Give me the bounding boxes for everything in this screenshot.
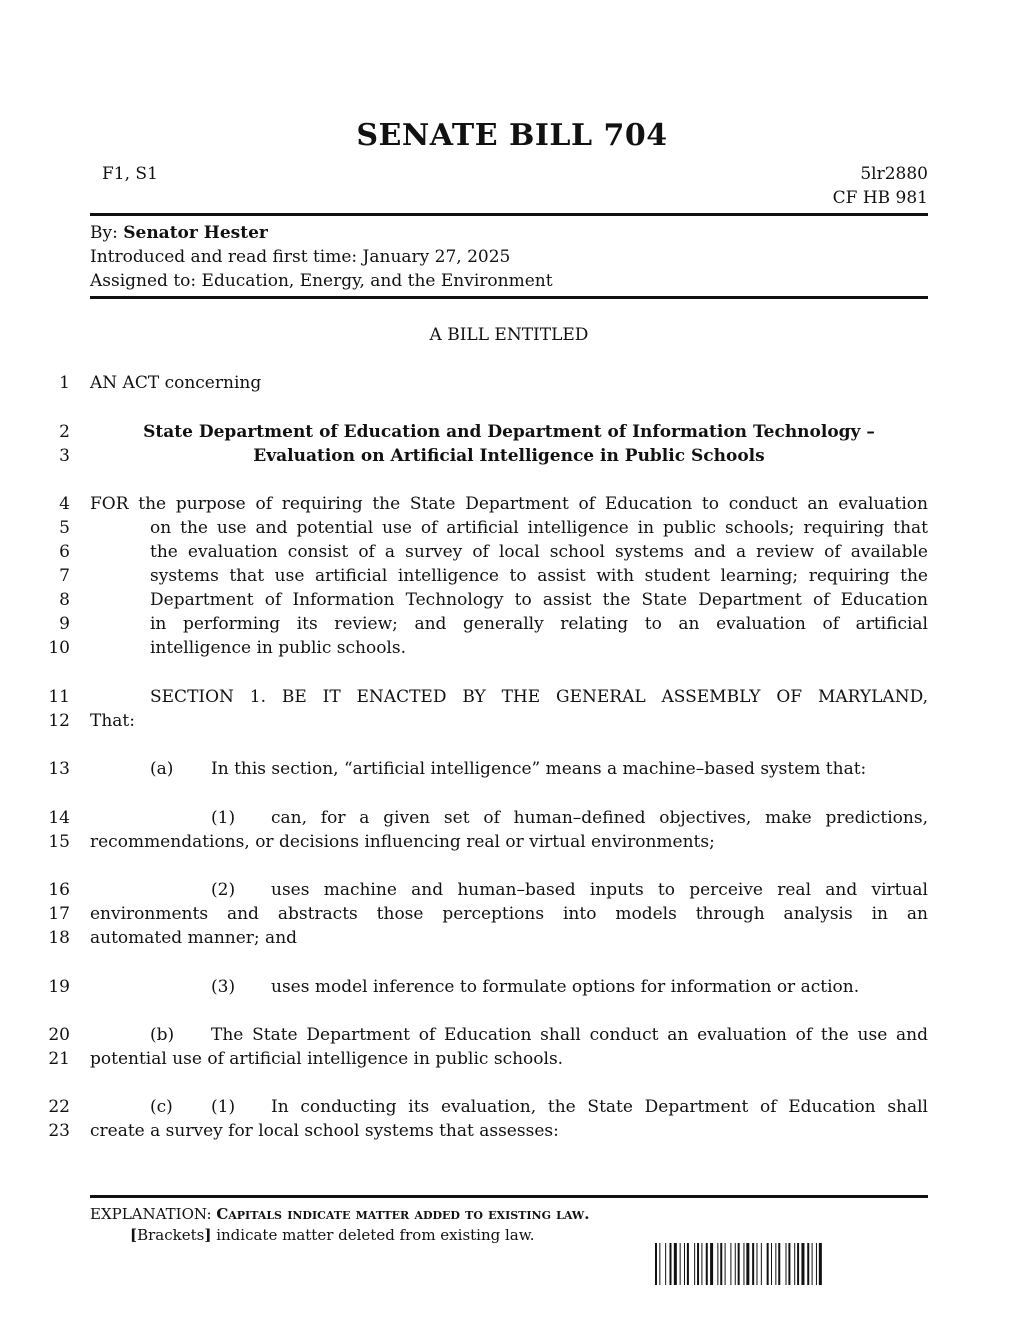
barcode-bar bbox=[735, 1243, 736, 1285]
barcode-bar bbox=[752, 1243, 754, 1285]
subject-codes: F1, S1 bbox=[102, 164, 158, 184]
item-a2-label: (2) bbox=[211, 880, 236, 900]
barcode-bar bbox=[767, 1243, 769, 1285]
bracket-close: ] bbox=[204, 1226, 212, 1244]
barcode-bar bbox=[697, 1243, 699, 1285]
barcode-bar bbox=[788, 1243, 790, 1285]
header-rule bbox=[90, 213, 928, 216]
purpose-line: on the use and potential use of artificial intelligence in public schools; requiring that bbox=[150, 518, 928, 538]
barcode-bar bbox=[778, 1243, 780, 1285]
line-number: 13 bbox=[48, 759, 70, 779]
barcode-bar bbox=[670, 1243, 672, 1285]
subsection-a-text: In this section, “artificial intelligence” means a machine–based system that: bbox=[211, 759, 867, 779]
barcode-bar bbox=[684, 1243, 685, 1285]
barcode-bar bbox=[674, 1243, 677, 1285]
barcode-bar bbox=[730, 1243, 731, 1285]
item-c1-text: In conducting its evaluation, the State Department of Education shall bbox=[271, 1097, 928, 1117]
line-number: 20 bbox=[48, 1025, 70, 1045]
subsection-b-text-cont: potential use of artificial intelligence in public schools. bbox=[90, 1049, 564, 1069]
item-a2-text-cont: environments and abstracts those perceptions into models through analysis in an bbox=[90, 904, 928, 924]
subsection-c-label: (c) bbox=[150, 1097, 173, 1117]
barcode-bar bbox=[812, 1243, 813, 1285]
barcode-bar bbox=[706, 1243, 708, 1285]
introduced-line: Introduced and read first time: January 27, 2025 bbox=[90, 247, 511, 267]
sponsor-rule bbox=[90, 296, 928, 299]
line-number: 3 bbox=[59, 446, 70, 466]
line-number: 4 bbox=[59, 494, 70, 514]
explanation-label: EXPLANATION: bbox=[90, 1205, 212, 1223]
item-a2-text: uses machine and human–based inputs to perceive real and virtual bbox=[271, 880, 928, 900]
item-a3-label: (3) bbox=[211, 977, 236, 997]
purpose-line: the evaluation consist of a survey of local school systems and a review of available bbox=[150, 542, 928, 562]
item-c1-text-cont: create a survey for local school systems that assesses: bbox=[90, 1121, 559, 1141]
line-number: 6 bbox=[59, 542, 70, 562]
barcode-bar bbox=[680, 1243, 681, 1285]
barcode-bar bbox=[757, 1243, 758, 1285]
barcode-bar bbox=[725, 1243, 726, 1285]
item-c1-label: (1) bbox=[211, 1097, 236, 1117]
barcode-bar bbox=[797, 1243, 799, 1285]
barcode-bar bbox=[720, 1243, 722, 1285]
brackets-rest: indicate matter deleted from existing law. bbox=[211, 1226, 535, 1244]
line-number: 23 bbox=[48, 1121, 70, 1141]
barcode-bar bbox=[807, 1243, 809, 1285]
line-number: 22 bbox=[48, 1097, 70, 1117]
bill-heading-line-2: Evaluation on Artificial Intelligence in Public Schools bbox=[253, 446, 765, 466]
by-label: By: bbox=[90, 223, 118, 243]
barcode-bar bbox=[738, 1243, 740, 1285]
purpose-line: Department of Information Technology to assist the State Department of Education bbox=[150, 590, 928, 610]
item-a1-text: can, for a given set of human–defined objectives, make predictions, bbox=[271, 808, 928, 828]
sponsor-name: Senator Hester bbox=[123, 223, 268, 243]
subsection-a-label: (a) bbox=[150, 759, 174, 779]
barcode-bar bbox=[746, 1243, 749, 1285]
line-number: 9 bbox=[59, 614, 70, 634]
barcode-image bbox=[655, 1243, 905, 1285]
line-number: 2 bbox=[59, 422, 70, 442]
bill-title: SENATE BILL 704 bbox=[356, 118, 668, 153]
purpose-line: intelligence in public schools. bbox=[150, 638, 406, 658]
barcode-bar bbox=[786, 1243, 787, 1285]
purpose-line: systems that use artificial intelligence to assist with student learning; requiring the bbox=[150, 566, 928, 586]
barcode-bar bbox=[694, 1243, 695, 1285]
brackets-word: Brackets bbox=[137, 1226, 205, 1244]
footer-rule bbox=[90, 1195, 928, 1198]
barcode-bar bbox=[819, 1243, 822, 1285]
barcode-bar bbox=[655, 1243, 657, 1285]
purpose-line: FOR the purpose of requiring the State Department of Education to conduct an evaluation bbox=[90, 494, 928, 514]
sponsor-line bbox=[90, 221, 268, 245]
barcode-bar bbox=[816, 1243, 817, 1285]
line-number: 15 bbox=[48, 832, 70, 852]
line-number: 12 bbox=[48, 711, 70, 731]
line-number: 18 bbox=[48, 928, 70, 948]
item-a1-text-cont: recommendations, or decisions influencing real or virtual environments; bbox=[90, 832, 715, 852]
barcode-bar bbox=[665, 1243, 666, 1285]
barcode-bar bbox=[717, 1243, 718, 1285]
bill-entitled: A BILL ENTITLED bbox=[429, 325, 589, 345]
line-number: 16 bbox=[48, 880, 70, 900]
line-number: 8 bbox=[59, 590, 70, 610]
item-a3-text: uses model inference to formulate options for information or action. bbox=[271, 977, 860, 997]
act-concerning: AN ACT concerning bbox=[90, 373, 262, 393]
brackets-line bbox=[130, 1225, 535, 1245]
bracket-open: [ bbox=[130, 1226, 138, 1244]
explanation-caps: Capitals indicate matter added to existing law. bbox=[216, 1205, 590, 1223]
barcode-svg bbox=[655, 1243, 905, 1285]
cross-file: CF HB 981 bbox=[832, 188, 928, 208]
barcode-bar bbox=[794, 1243, 795, 1285]
subsection-b-text: The State Department of Education shall conduct an evaluation of the use and bbox=[211, 1025, 928, 1045]
barcode-bar bbox=[687, 1243, 689, 1285]
barcode-bar bbox=[771, 1243, 772, 1285]
enacting-clause-end: That: bbox=[90, 711, 135, 731]
enacting-clause: SECTION 1. BE IT ENACTED BY THE GENERAL ASSEMBLY OF MARYLAND, bbox=[150, 687, 928, 707]
barcode-bar bbox=[710, 1243, 713, 1285]
bill-code: 5lr2880 bbox=[860, 164, 928, 184]
item-a1-label: (1) bbox=[211, 808, 236, 828]
barcode-bar bbox=[701, 1243, 702, 1285]
line-number: 10 bbox=[48, 638, 70, 658]
subsection-b-label: (b) bbox=[150, 1025, 175, 1045]
barcode-bar bbox=[743, 1243, 744, 1285]
line-number: 11 bbox=[48, 687, 70, 707]
barcode-bar bbox=[801, 1243, 804, 1285]
barcode-bar bbox=[775, 1243, 776, 1285]
line-number: 7 bbox=[59, 566, 70, 586]
item-a2-text-cont: automated manner; and bbox=[90, 928, 298, 948]
explanation-line bbox=[90, 1204, 589, 1224]
line-number: 1 bbox=[59, 373, 70, 393]
line-number: 17 bbox=[48, 904, 70, 924]
barcode-bar bbox=[761, 1243, 762, 1285]
purpose-line: in performing its review; and generally relating to an evaluation of artificial bbox=[150, 614, 928, 634]
assigned-line: Assigned to: Education, Energy, and the Environment bbox=[90, 271, 553, 291]
line-number: 19 bbox=[48, 977, 70, 997]
bill-heading-line-1: State Department of Education and Department of Information Technology – bbox=[143, 422, 875, 442]
line-number: 14 bbox=[48, 808, 70, 828]
barcode-bar bbox=[659, 1243, 660, 1285]
line-number: 5 bbox=[59, 518, 70, 538]
line-number: 21 bbox=[48, 1049, 70, 1069]
